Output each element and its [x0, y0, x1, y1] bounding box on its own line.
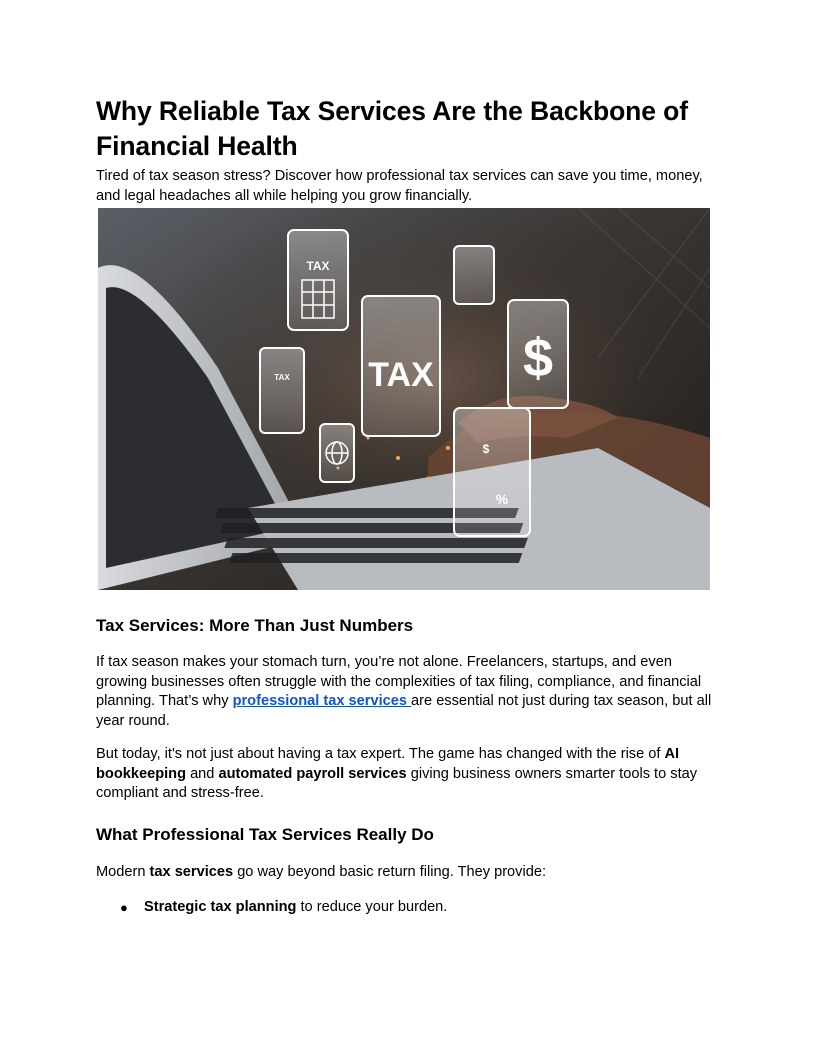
paragraph-2: But today, it's not just about having a tax expert. The game has changed with the rise of AI bookkeeping and automated payroll services giving business owners smarter tools to stay compliant and stress-free.: [96, 746, 698, 801]
paragraph-3: Modern tax services go way beyond basic return filing. They provide:: [96, 863, 547, 880]
panel-label-4: $: [522, 328, 554, 388]
section-heading-2: What Professional Tax Services Really Do: [96, 824, 434, 844]
paragraph-1: If tax season makes your stomach turn, you’re not alone. Freelancers, startups, and even growing businesses often struggle with the complexities of tax filing, compliance, and financial planning. That’s why professional tax services are essential not just during tax season, but all year round.: [96, 654, 712, 729]
section-heading-1: Tax Services: More Than Just Numbers: [96, 616, 414, 635]
bullet-icon: ●: [120, 900, 128, 915]
panel-label-6: %: [495, 491, 509, 507]
services-list: [96, 898, 720, 918]
panel-label-5: $: [482, 442, 490, 456]
panel-label-1: TAX: [306, 259, 330, 273]
document-page: [96, 94, 720, 918]
subtitle: Tired of tax season stress? Discover how professional tax services can save you time, money, and legal headaches all while helping you grow financially.: [96, 168, 703, 204]
list-item: ● Strategic tax planning to reduce your burden.: [96, 898, 720, 918]
professional-tax-services-link[interactable]: professional tax services: [232, 693, 412, 709]
page-title: Why Reliable Tax Services Are the Backbone of Financial Health: [96, 96, 688, 161]
panel-label-3: TAX: [274, 373, 290, 382]
hero-image: [98, 208, 710, 590]
panel-label-2: TAX: [368, 356, 434, 394]
